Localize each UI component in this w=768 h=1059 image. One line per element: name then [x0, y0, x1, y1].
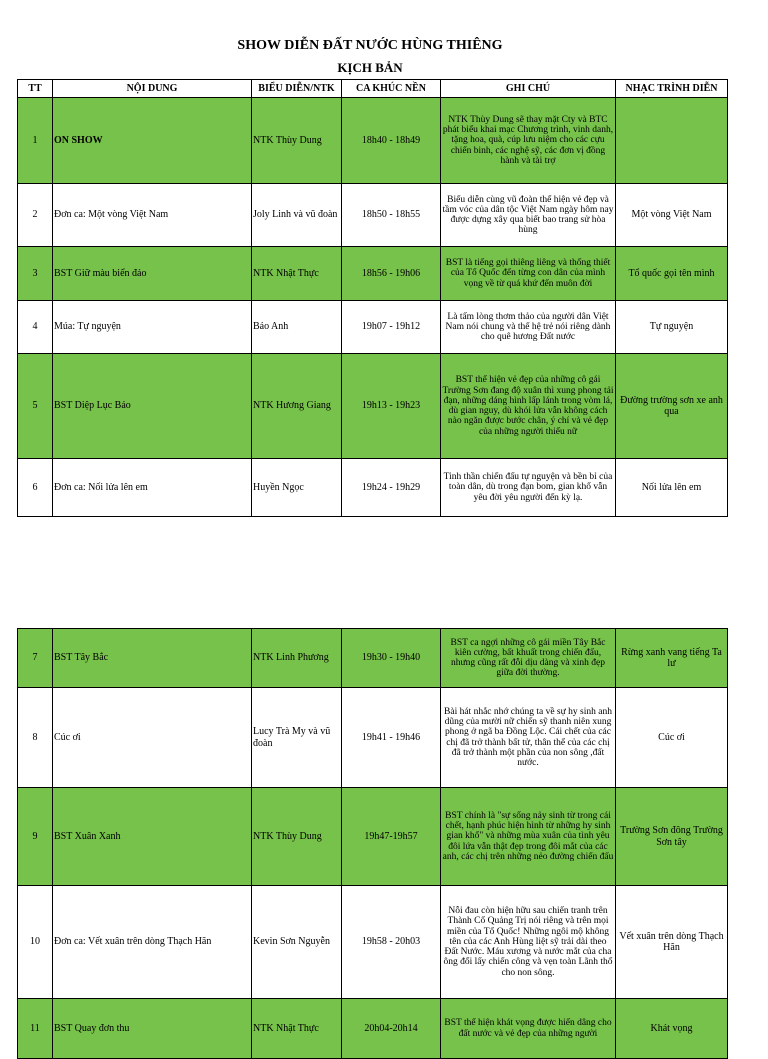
table-row [18, 788, 728, 886]
cell-ca-khuc: 19h47-19h57 [342, 788, 441, 886]
cell-noi-dung: BST Xuân Xanh [53, 788, 252, 886]
script-table-page-1 [17, 79, 728, 517]
script-table-page-2 [17, 628, 728, 1059]
cell-bieu-dien: Huyền Ngọc [252, 459, 342, 517]
cell-ca-khuc: 18h56 - 19h06 [342, 247, 441, 301]
cell-ghi-chu: Là tấm lòng thơm thảo của người dân Việt Nam nói chung và thế hệ trẻ nói riêng dành cho quê hương Đất nước [441, 301, 616, 354]
header-bieu-dien: BIỂU DIỄN/NTK [252, 80, 342, 98]
table-row [18, 301, 728, 354]
cell-nhac: Trường Sơn đông Trường Sơn tây [616, 788, 728, 886]
cell-tt: 7 [18, 629, 53, 688]
header-tt: TT [18, 80, 53, 98]
cell-nhac: Tự nguyện [616, 301, 728, 354]
cell-nhac: Một vòng Việt Nam [616, 184, 728, 247]
cell-nhac: Đường trường sơn xe anh qua [616, 354, 728, 459]
cell-nhac: Tổ quốc gọi tên mình [616, 247, 728, 301]
cell-bieu-dien: Lucy Trà My và vũ đoàn [252, 688, 342, 788]
table-row [18, 459, 728, 517]
cell-ca-khuc: 20h04-20h14 [342, 999, 441, 1059]
cell-tt: 4 [18, 301, 53, 354]
cell-nhac [616, 98, 728, 184]
table-row [18, 688, 728, 788]
cell-ghi-chu: BST thể hiện vẻ đẹp của những cô gái Trường Sơn đang độ xuân thì xung phong tải đạn, những dáng hình lấp lánh trong vòm lá, dù gian nguy, dù khói lửa vẫn không cách nào ngăn được bước chân, ý chí và vẻ đẹp của những người thiếu nữ [441, 354, 616, 459]
table-row [18, 247, 728, 301]
cell-noi-dung: Cúc ơi [53, 688, 252, 788]
cell-tt: 9 [18, 788, 53, 886]
cell-noi-dung: ON SHOW [53, 98, 252, 184]
cell-noi-dung: Đơn ca: Vết xuân trên dòng Thạch Hãn [53, 886, 252, 999]
cell-bieu-dien: Kevin Sơn Nguyễn [252, 886, 342, 999]
cell-tt: 6 [18, 459, 53, 517]
cell-ca-khuc: 19h13 - 19h23 [342, 354, 441, 459]
cell-ghi-chu: Tinh thần chiến đấu tự nguyện và bền bỉ của toàn dân, dù trong đạn bom, gian khổ vẫn yêu đời yêu người đến kỳ lạ. [441, 459, 616, 517]
page-subtitle: KỊCH BẢN [337, 60, 403, 75]
cell-nhac: Rừng xanh vang tiếng Ta lư [616, 629, 728, 688]
table-row [18, 629, 728, 688]
cell-ca-khuc: 19h58 - 20h03 [342, 886, 441, 999]
cell-tt: 3 [18, 247, 53, 301]
header-nhac: NHẠC TRÌNH DIỄN [616, 80, 728, 98]
cell-ca-khuc: 19h41 - 19h46 [342, 688, 441, 788]
table-row [18, 184, 728, 247]
cell-noi-dung: BST Giữ màu biển đảo [53, 247, 252, 301]
cell-ghi-chu: BST chính là "sự sống nảy sinh từ trong cái chết, hạnh phúc hiện hình từ những hy sinh gian khổ" và những mùa xuân của tình yêu đôi lứa vẫn thật đẹp trong đôi mắt của các anh, các chị trên những nẻo đường chiến đấu [441, 788, 616, 886]
cell-ghi-chu: NTK Thùy Dung sẽ thay mặt Cty và BTC phát biểu khai mạc Chương trình, vinh danh, tặng hoa, quà, cúp lưu niệm cho các cựu chiến binh, các nghệ sỹ, các đơn vị đồng hành và tài trợ [441, 98, 616, 184]
cell-nhac: Vết xuân trên dòng Thạch Hãn [616, 886, 728, 999]
cell-bieu-dien: NTK Thùy Dung [252, 788, 342, 886]
cell-tt: 8 [18, 688, 53, 788]
cell-ghi-chu: BST thể hiện khát vọng được hiến dâng cho đất nước và vẻ đẹp của những người [441, 999, 616, 1059]
cell-noi-dung: BST Tây Bắc [53, 629, 252, 688]
cell-bieu-dien: NTK Hương Giang [252, 354, 342, 459]
cell-tt: 1 [18, 98, 53, 184]
cell-tt: 10 [18, 886, 53, 999]
table-row [18, 999, 728, 1059]
cell-ca-khuc: 19h24 - 19h29 [342, 459, 441, 517]
cell-bieu-dien: NTK Nhật Thực [252, 247, 342, 301]
header-noi-dung: NỘI DUNG [53, 80, 252, 98]
cell-noi-dung: BST Diệp Lục Bảo [53, 354, 252, 459]
cell-ca-khuc: 19h30 - 19h40 [342, 629, 441, 688]
cell-nhac: Nối lửa lên em [616, 459, 728, 517]
cell-ca-khuc: 18h40 - 18h49 [342, 98, 441, 184]
table-header-row [18, 80, 728, 98]
cell-tt: 2 [18, 184, 53, 247]
header-ca-khuc: CA KHÚC NỀN [342, 80, 441, 98]
cell-ca-khuc: 19h07 - 19h12 [342, 301, 441, 354]
cell-tt: 5 [18, 354, 53, 459]
table-row [18, 98, 728, 184]
cell-bieu-dien: Bảo Anh [252, 301, 342, 354]
cell-ghi-chu: Bài hát nhắc nhớ chúng ta về sự hy sinh anh dũng của mười nữ chiến sỹ thanh niên xung phong ở ngã ba Đồng Lộc. Cái chết của các chị đã trở thành bất tử, thân thể của các chị đã trở thành một phần của non sông ,đất nước. [441, 688, 616, 788]
cell-noi-dung: Đơn ca: Nối lửa lên em [53, 459, 252, 517]
cell-tt: 11 [18, 999, 53, 1059]
cell-ghi-chu: Biểu diễn cùng vũ đoàn thể hiện vẻ đẹp và tầm vóc của dân tộc Việt Nam ngày hôm nay được dựng xây qua biết bao trang sử hòa hùng [441, 184, 616, 247]
page-title: SHOW DIỄN ĐẤT NƯỚC HÙNG THIÊNG [237, 38, 503, 53]
cell-bieu-dien: NTK Nhật Thực [252, 999, 342, 1059]
cell-nhac: Cúc ơi [616, 688, 728, 788]
cell-bieu-dien: NTK Linh Phương [252, 629, 342, 688]
cell-noi-dung: BST Quay đơn thu [53, 999, 252, 1059]
cell-noi-dung: Đơn ca: Một vòng Việt Nam [53, 184, 252, 247]
cell-bieu-dien: Joly Linh và vũ đoàn [252, 184, 342, 247]
cell-ghi-chu: BST ca ngợi những cô gái miền Tây Bắc kiên cường, bất khuất trong chiến đấu, nhưng cũng rất đỗi dịu dàng và xinh đẹp giữa đời thường. [441, 629, 616, 688]
header-ghi-chu: GHI CHÚ [441, 80, 616, 98]
cell-ca-khuc: 18h50 - 18h55 [342, 184, 441, 247]
table-row [18, 354, 728, 459]
table-row [18, 886, 728, 999]
cell-ghi-chu: Nỗi đau còn hiện hữu sau chiến tranh trên Thành Cổ Quảng Trị nói riêng và trên mọi miền của Tổ Quốc! Những ngôi mộ không tên của các Anh Hùng liệt sỹ trải dài theo Đất Nước. Máu xương và nước mắt của cha ông đổi lấy chiến công và vẹn toàn Lãnh thổ cho non sông. [441, 886, 616, 999]
cell-nhac: Khát vọng [616, 999, 728, 1059]
cell-bieu-dien: NTK Thùy Dung [252, 98, 342, 184]
cell-noi-dung: Múa: Tự nguyện [53, 301, 252, 354]
cell-ghi-chu: BST là tiếng gọi thiêng liêng và thống thiết của Tổ Quốc đến từng con dân của mình vọng về từ quá khứ đến muôn đời [441, 247, 616, 301]
